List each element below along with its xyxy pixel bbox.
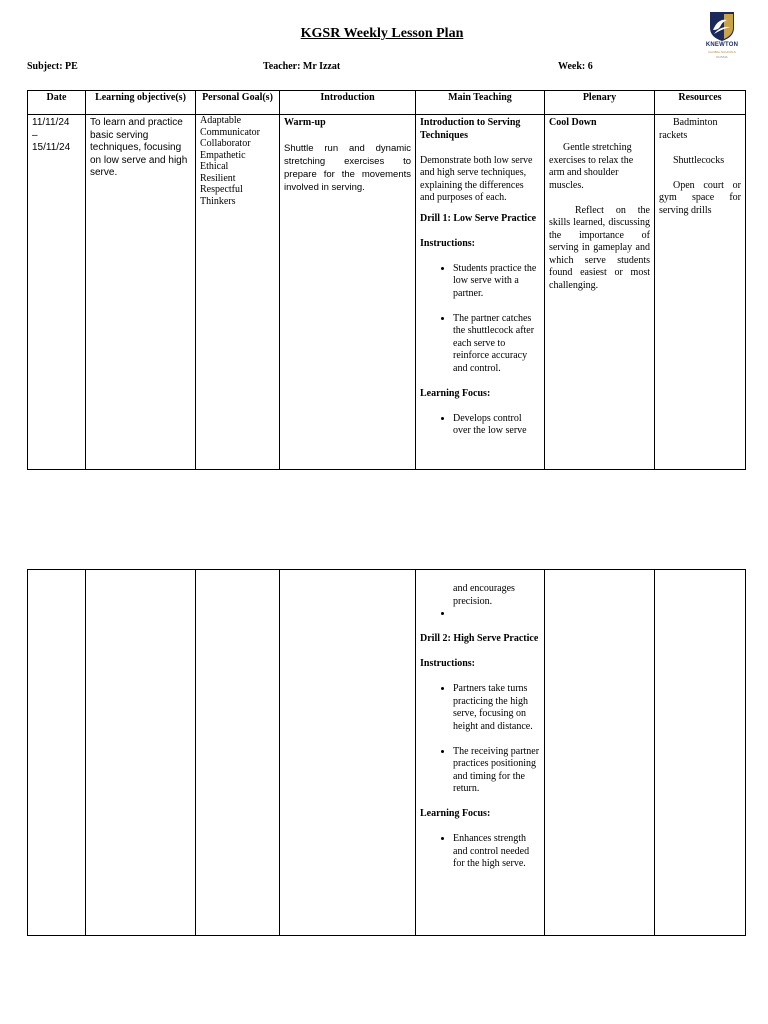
objective-cell	[86, 115, 196, 470]
warmup-heading: Warm-up	[284, 117, 326, 128]
page-title: KGSR Weekly Lesson Plan	[300, 26, 464, 41]
col-header-date: Date	[28, 91, 86, 115]
resource-item: Open court or gym space for serving drills	[659, 179, 741, 216]
resource-item: Badminton rackets	[659, 117, 718, 141]
list-item: • Partners take turns practicing the high serve, focusing on height and distance.	[453, 683, 540, 733]
date-dash: –	[32, 129, 38, 141]
col-header-goals: Personal Goal(s)	[196, 91, 280, 115]
main-teaching-cell	[416, 115, 545, 470]
objective-cell	[86, 570, 196, 936]
drill1-focus-continued: and encourages precision.	[453, 583, 515, 607]
list-item: • Develops control over the low serve	[453, 413, 540, 438]
date-cell	[28, 115, 86, 470]
introduction-cell	[280, 115, 416, 470]
drill1-focus-list	[420, 413, 540, 438]
list-item: • Enhances strength and control needed for the high serve.	[453, 833, 540, 871]
col-header-resources: Resources	[655, 91, 746, 115]
cooldown-text: Gentle stretching exercises to relax the arm and shoulder muscles.	[549, 142, 634, 191]
subject-label: Subject: PE	[27, 61, 78, 72]
introduction-cell	[280, 570, 416, 936]
col-header-plenary: Plenary	[545, 91, 655, 115]
focus-label: Learning Focus:	[420, 808, 491, 819]
list-item: • The receiving partner practices positioning and timing for the return.	[453, 746, 540, 796]
drill1-heading: Drill 1: Low Serve Practice	[420, 212, 537, 224]
col-header-objective: Learning objective(s)	[86, 91, 196, 115]
list-item	[453, 608, 540, 621]
col-header-introduction: Introduction	[280, 91, 416, 115]
list-item: • The partner catches the shuttlecock after each serve to reinforce accuracy and control.	[453, 313, 540, 376]
objective-text: To learn and practice basic serving techniques, focusing on low serve and high serve.	[90, 117, 188, 178]
date-start: 11/11/24	[32, 117, 70, 128]
logo-line2: GLOBAL SCHOOLS	[708, 50, 736, 54]
goal-item: Communicator	[200, 126, 260, 138]
drill1-list	[420, 263, 540, 376]
resource-item: Shuttlecocks	[673, 154, 725, 166]
goals-cell	[196, 570, 280, 936]
goal-item: Collaborator	[200, 138, 251, 149]
drill2-heading: Drill 2: High Serve Practice	[420, 633, 539, 644]
table-row	[28, 570, 746, 936]
table-header-row	[28, 91, 746, 115]
col-header-main-teaching: Main Teaching	[416, 91, 545, 115]
teacher-label: Teacher: Mr Izzat	[263, 61, 341, 72]
logo-name: KNEWTON	[705, 42, 739, 48]
goal-item: Ethical	[200, 161, 229, 172]
resources-cell	[655, 115, 746, 470]
main-intro-text: Demonstrate both low serve and high serve techniques, explaining the differences and purposes of each.	[420, 154, 533, 203]
crest-icon	[700, 10, 744, 42]
date-end: 15/11/24	[32, 142, 71, 153]
table-row	[28, 115, 746, 470]
school-logo	[700, 10, 744, 62]
goal-item: Thinkers	[200, 195, 236, 207]
focus-label: Learning Focus:	[420, 387, 491, 399]
lesson-plan-table-continued	[27, 569, 746, 936]
main-teaching-cell	[416, 570, 545, 936]
logo-line3: RUSSIA	[716, 55, 728, 59]
list-item: • Students practice the low serve with a partner.	[453, 263, 540, 301]
goal-item: Adaptable	[200, 115, 242, 126]
empty-bullet-list	[420, 608, 540, 621]
warmup-text: Shuttle run and dynamic stretching exercises to prepare for the movements involved in serving.	[284, 143, 411, 193]
lesson-plan-table	[27, 90, 746, 470]
date-cell	[28, 570, 86, 936]
cooldown-heading: Cool Down	[549, 117, 597, 128]
goal-item: Empathetic	[200, 149, 246, 161]
instructions-label: Instructions:	[420, 237, 476, 249]
main-heading: Introduction to Serving Techniques	[420, 117, 521, 141]
plenary-cell	[545, 570, 655, 936]
goal-item: Respectful	[200, 184, 243, 195]
plenary-cell	[545, 115, 655, 470]
goals-cell	[196, 115, 280, 470]
drill2-focus-list	[420, 833, 540, 871]
week-label: Week: 6	[558, 61, 593, 72]
drill2-list	[420, 683, 540, 796]
resources-cell	[655, 570, 746, 936]
goal-item: Resilient	[200, 172, 236, 184]
reflect-text: Reflect on the skills learned, discussing the importance of serving in gameplay and which serve students found easiest or most challenging.	[549, 204, 650, 291]
instructions-label: Instructions:	[420, 658, 476, 669]
